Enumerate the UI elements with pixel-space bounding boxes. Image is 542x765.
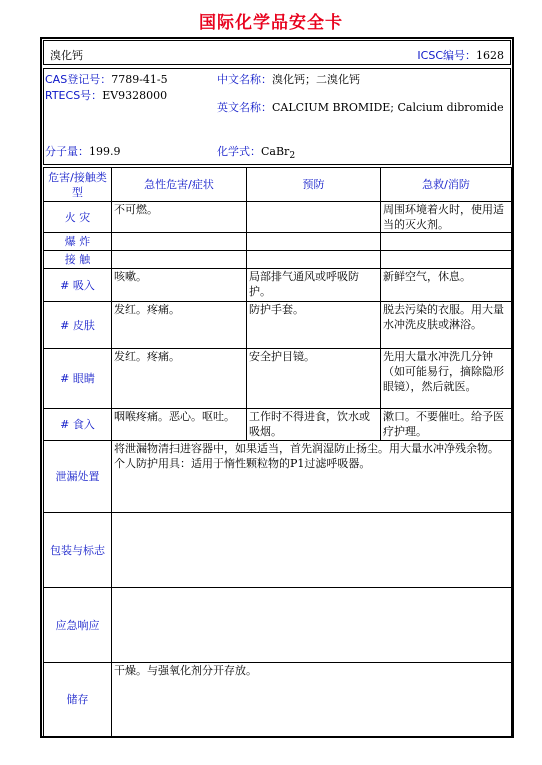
icsc-value: 1628 — [476, 49, 504, 62]
safety-card — [40, 37, 514, 738]
cas-number — [45, 71, 168, 87]
molecular-weight — [45, 143, 121, 159]
row-prevention: 工作时不得进食，饮水或吸烟。 — [247, 409, 381, 441]
formula-label: 化学式： — [217, 145, 261, 158]
english-name — [217, 99, 504, 115]
row-label: 爆 炸 — [44, 233, 112, 251]
rtecs-value: EV9328000 — [102, 89, 168, 102]
card-title: 国际化学品安全卡 — [199, 13, 343, 33]
table-row-fire — [44, 202, 512, 233]
row-symptoms: 发红。疼痛。 — [112, 349, 247, 409]
packaging-label: 包装与标志 — [44, 513, 112, 588]
col-header-type: 危害/接触类型 — [44, 168, 112, 202]
row-label: # 吸入 — [44, 269, 112, 302]
table-row-explosion — [44, 233, 512, 251]
row-label: 火 灾 — [44, 202, 112, 233]
row-symptoms: 咳嗽。 — [112, 269, 247, 302]
emergency-text — [112, 588, 512, 663]
row-first-aid: 新鲜空气，休息。 — [381, 269, 512, 302]
row-first-aid: 先用大量水冲洗几分钟（如可能易行，摘除隐形眼镜），然后就医。 — [381, 349, 512, 409]
table-row-spill — [44, 441, 512, 513]
row-first-aid: 脱去污染的衣服。用大量水冲洗皮肤或淋浴。 — [381, 302, 512, 349]
row-prevention — [247, 202, 381, 233]
row-prevention — [247, 233, 381, 251]
mw-label: 分子量： — [45, 145, 89, 158]
row-label: # 食入 — [44, 409, 112, 441]
packaging-text — [112, 513, 512, 588]
cas-value: 7789-41-5 — [111, 73, 168, 86]
icsc-label: ICSC编号： — [417, 49, 476, 62]
table-row-inhalation — [44, 269, 512, 302]
rtecs-number — [45, 87, 167, 103]
row-symptoms — [112, 251, 247, 269]
rtecs-label: RTECS号： — [45, 89, 103, 102]
table-row-packaging — [44, 513, 512, 588]
row-symptoms: 咽喉疼痛。恶心。呕吐。 — [112, 409, 247, 441]
row-prevention — [247, 251, 381, 269]
row-label: # 眼睛 — [44, 349, 112, 409]
cas-label: CAS登记号： — [45, 73, 112, 86]
table-row-ingestion — [44, 409, 512, 441]
row-prevention: 防护手套。 — [247, 302, 381, 349]
row-label: # 皮肤 — [44, 302, 112, 349]
table-header-row — [44, 168, 512, 202]
en-name-label: 英文名称： — [217, 101, 272, 114]
formula-value: CaBr — [261, 145, 290, 158]
col-header-symptoms: 急性危害/症状 — [112, 168, 247, 202]
row-symptoms: 不可燃。 — [112, 202, 247, 233]
icsc-number — [417, 47, 504, 63]
table-row-eyes — [44, 349, 512, 409]
chemical-formula — [217, 143, 295, 161]
identification-block — [43, 68, 511, 165]
col-header-first-aid: 急救/消防 — [381, 168, 512, 202]
hazard-table — [43, 167, 512, 737]
row-prevention: 安全护目镜。 — [247, 349, 381, 409]
col-header-prevention: 预防 — [247, 168, 381, 202]
storage-label: 储存 — [44, 663, 112, 737]
spill-text: 将泄漏物清扫进容器中，如果适当，首先润湿防止扬尘。用大量水冲净残余物。个人防护用具：适用于惰性颗粒物的P1过滤呼吸器。 — [112, 441, 512, 513]
mw-value: 199.9 — [89, 145, 121, 158]
row-symptoms: 发红。疼痛。 — [112, 302, 247, 349]
storage-text: 干燥。与强氧化剂分开存放。 — [112, 663, 512, 737]
card-header — [43, 40, 511, 65]
table-row-emergency — [44, 588, 512, 663]
chinese-name — [217, 71, 360, 87]
row-first-aid — [381, 251, 512, 269]
emergency-label: 应急响应 — [44, 588, 112, 663]
chemical-name: 溴化钙 — [50, 49, 83, 62]
formula-subscript: 2 — [289, 150, 296, 162]
row-symptoms — [112, 233, 247, 251]
table-row-exposure — [44, 251, 512, 269]
cn-name-label: 中文名称： — [217, 73, 272, 86]
row-first-aid — [381, 233, 512, 251]
en-name-value: CALCIUM BROMIDE; Calcium dibromide — [272, 101, 504, 114]
row-label: 接 触 — [44, 251, 112, 269]
table-row-storage — [44, 663, 512, 737]
spill-label: 泄漏处置 — [44, 441, 112, 513]
row-first-aid: 周围环境着火时，使用适当的灭火剂。 — [381, 202, 512, 233]
row-first-aid: 漱口。不要催吐。给予医疗护理。 — [381, 409, 512, 441]
table-row-skin — [44, 302, 512, 349]
cn-name-value: 溴化钙；二溴化钙 — [272, 73, 360, 86]
row-prevention: 局部排气通风或呼吸防护。 — [247, 269, 381, 302]
